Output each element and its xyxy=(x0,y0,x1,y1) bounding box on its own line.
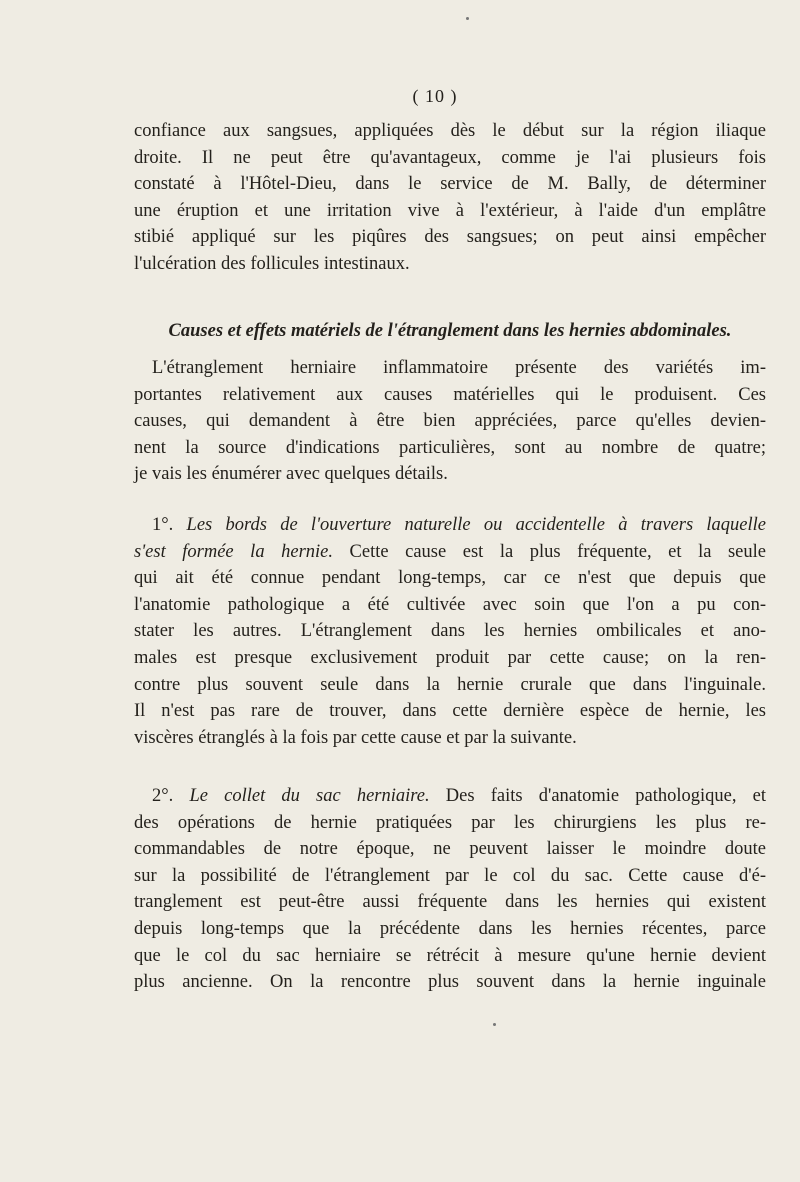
page-number: ( 10 ) xyxy=(412,86,458,106)
text-line: stater les autres. L'étranglement dans les hernies ombilicales et ano- xyxy=(134,621,766,642)
numbered-item-two xyxy=(134,783,766,996)
text-line: Il n'est pas rare de trouver, dans cette dernière espèce de hernie, les xyxy=(134,701,766,722)
text-line: confiance aux sangsues, appliquées dès le début sur la région iliaque xyxy=(134,121,766,141)
text-line: contre plus souvent seule dans la hernie crurale que dans l'inguinale. xyxy=(134,674,766,695)
text-line: une éruption et une irritation vive à l'extérieur, à l'aide d'un emplâtre xyxy=(134,200,766,221)
text-line: je vais les énumérer avec quelques détails. xyxy=(134,464,448,485)
text-line: L'étranglement herniaire inflammatoire présente des variétés im- xyxy=(152,358,766,378)
text-line: causes, qui demandent à être bien appréciées, parce qu'elles devien- xyxy=(134,411,766,432)
ink-speck xyxy=(493,1023,496,1026)
text-line: des opérations de hernie pratiquées par les chirurgiens les plus re- xyxy=(134,812,766,833)
text-line: depuis long-temps que la précédente dans les hernies récentes, parce xyxy=(134,918,766,939)
text-line: males est presque exclusivement produit par cette cause; on la ren- xyxy=(134,647,766,668)
text-line: stibié appliqué sur les piqûres des sangsues; on peut ainsi empêcher xyxy=(134,227,766,248)
item-title-line xyxy=(134,783,766,810)
text-line: viscères étranglés à la fois par cette cause et par la suivante. xyxy=(134,727,577,748)
section-heading: Causes et effets matériels de l'étranglement dans les hernies abdominales. xyxy=(168,321,732,342)
text-line: portantes relativement aux causes matérielles qui le produisent. Ces xyxy=(134,384,766,405)
numbered-item-one xyxy=(134,512,766,751)
item-text: Cette cause est la plus fréquente, et la seule xyxy=(333,541,766,562)
item-text: Des faits d'anatomie pathologique, et xyxy=(429,786,767,806)
text-line: que le col du sac herniaire se rétrécit à mesure qu'une hernie devient xyxy=(134,945,766,966)
text-line: plus ancienne. On la rencontre plus souvent dans la hernie inguinale xyxy=(134,972,766,993)
text-line: droite. Il ne peut être qu'avantageux, comme je l'ai plusieurs fois xyxy=(134,147,766,168)
text-line: l'ulcération des follicules intestinaux. xyxy=(134,253,410,274)
item-number: 1°. xyxy=(152,515,174,535)
item-title: Les bords de l'ouverture naturelle ou accidentelle à travers laquelle xyxy=(186,515,767,535)
text-line: sur la possibilité de l'étranglement par le col du sac. Cette cause d'é- xyxy=(134,865,766,886)
text-line: qui ait été connue pendant long-temps, car ce n'est que depuis que xyxy=(134,568,766,589)
text-line: nent la source d'indications particulières, sont au nombre de quatre; xyxy=(134,437,766,458)
intro-paragraph xyxy=(134,355,766,488)
text-line: l'anatomie pathologique a été cultivée avec soin que l'on a pu con- xyxy=(134,594,766,615)
item-title: Le collet du sac herniaire. xyxy=(189,786,430,806)
continuation-paragraph xyxy=(134,118,766,278)
text-line: commandables de notre époque, ne peuvent laisser le moindre doute xyxy=(134,839,766,860)
item-title: s'est formée la hernie. xyxy=(134,541,333,562)
text-line: tranglement est peut-être aussi fréquente dans les hernies qui existent xyxy=(134,892,766,913)
text-line: constaté à l'Hôtel-Dieu, dans le service de M. Bally, de déterminer xyxy=(134,174,766,195)
item-number: 2°. xyxy=(152,786,174,806)
ink-speck xyxy=(466,17,469,20)
item-title-continuation xyxy=(134,539,766,566)
item-title-line xyxy=(134,512,766,539)
